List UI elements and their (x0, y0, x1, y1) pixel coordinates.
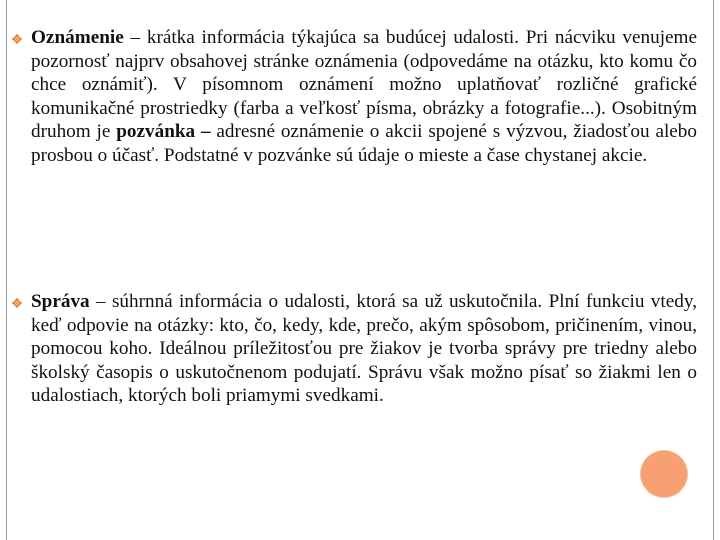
decorative-circle (641, 451, 687, 497)
bullet-icon (12, 34, 22, 44)
term-oznamenie: Oznámenie (31, 27, 124, 48)
bullet-text-sprava (31, 290, 697, 408)
term-pozvanka: pozvánka – (116, 121, 211, 142)
term-sprava: Správa (31, 291, 90, 312)
text-sprava-part1: – súhrnná informácia o udalosti, ktorá sa už uskutočnila. Plní funkciu vtedy, keď odpovie na otázky: kto, čo, kedy, kde, prečo, akým spôsobom, pričinením, vinou, pomocou koho. Ideálnou príležitosťou pre žiakov je tvorba správy pre triedny alebo školský časopis o uskutočnenom podujatí. Správu však možno písať so žiakmi len o udalostiach, ktorých boli priamymi svedkami. (31, 291, 697, 406)
text-oznamenie-part1: – krátka informácia týkajúca sa budúcej udalosti. Pri nácviku venujeme pozornosť najprv obsahovej stránke oznámenia (odpovedáme na otázku, kto komu čo chce oznámiť). V písomnom oznámení možno uplatňovať rozličné grafické komunikačné prostriedky (farba a veľkosť písma, obrázky a fotografie...). Osobitným druhom je (31, 27, 697, 142)
text-oznamenie-part2: adresné oznámenie o akcii spojené s výzvou, žiadosťou alebo prosbou o účasť. Podstatné v pozvánke sú údaje o mieste a čase chystanej akcie. (31, 121, 697, 166)
bullet-text-oznamenie (31, 26, 697, 167)
frame-left-line (6, 0, 7, 540)
bullet-icon (12, 298, 22, 308)
frame-right-line (713, 0, 714, 540)
